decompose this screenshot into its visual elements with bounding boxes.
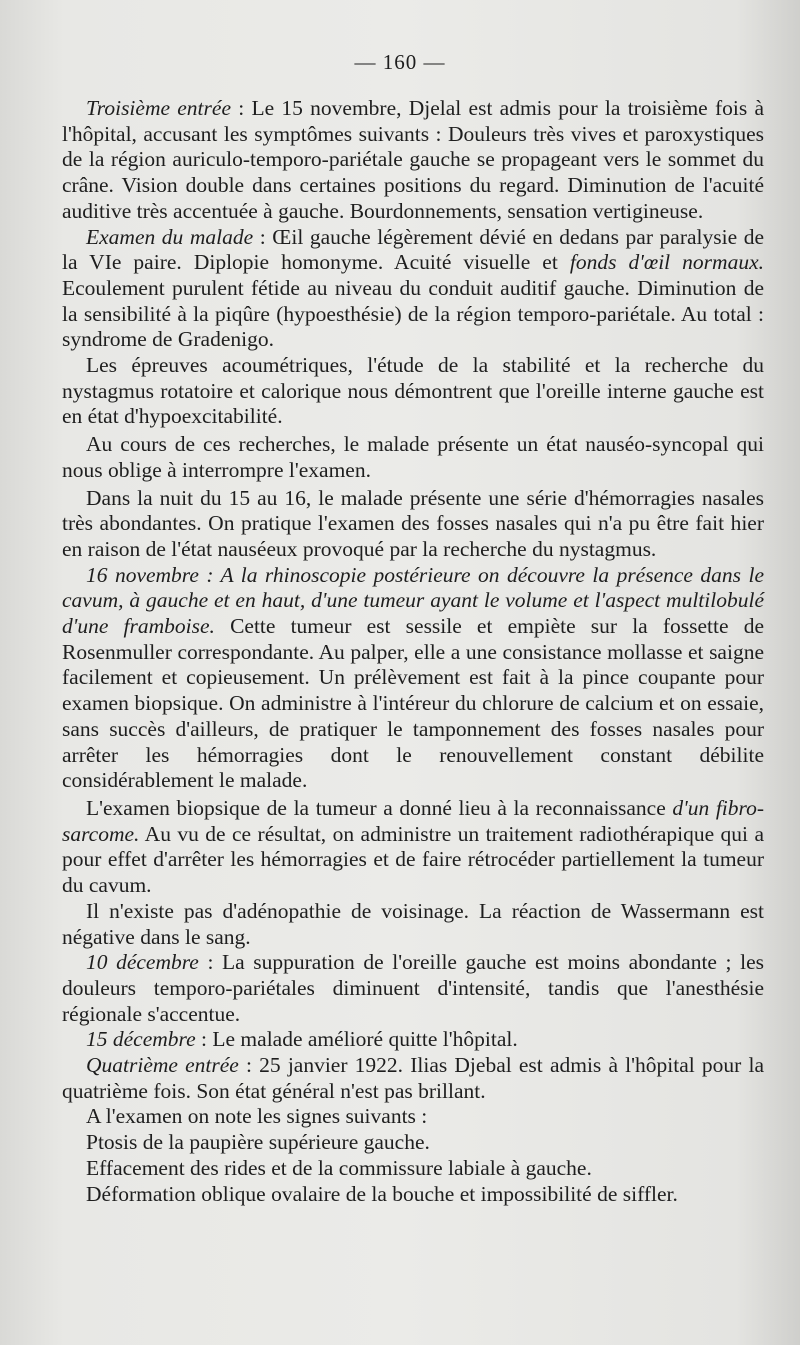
paragraph: 10 décembre : La suppuration de l'oreille gauche est moins abondante ; les douleurs temporo-pariétales diminuent d'intensité, tandis que l'anesthésie régionale s'accentue. [62,950,764,1026]
body-text [62,96,764,1207]
paragraph: A l'examen on note les signes suivants : [86,1104,428,1129]
paragraph: Il n'existe pas d'adénopathie de voisinage. La réaction de Wassermann est négative dans le sang. [62,898,764,949]
paragraph: Dans la nuit du 15 au 16, le malade présente une série d'hémorragies nasales très abondantes. On pratique l'examen des fosses nasales qui n'a pu être fait hier en raison de l'état nauséeux provoqué par la recherche du nystagmus. [62,485,764,561]
paragraph: Les épreuves acoumétriques, l'étude de la stabilité et la recherche du nystagmus rotatoire et calorique nous démontrent que l'oreille interne gauche est en état d'hypoexcitabilité. [62,353,764,429]
page-number: — 160 — [354,50,446,74]
paragraph: Effacement des rides et de la commissure labiale à gauche. [86,1155,592,1180]
paragraph: Quatrième entrée : 25 janvier 1922. Ilias Djebal est admis à l'hôpital pour la quatrième fois. Son état général n'est pas brillant. [62,1053,764,1103]
paragraph: Examen du malade : Œil gauche légèrement dévié en dedans par paralysie de la VIe paire. Diplopie homonyme. Acuité visuelle et fonds d'œil normaux. Ecoulement purulent fétide au niveau du conduit auditif gauche. Diminution de la sensibilité à la piqûre (hypoesthésie) de la région temporo-pariétale. Au total : syndrome de Gradenigo. [62,224,764,352]
paragraph: 16 novembre : A la rhinoscopie postérieure on découvre la présence dans le cavum, à gauche et en haut, d'une tumeur ayant le volume et l'aspect multilobulé d'une framboise. Cette tumeur est sessile et empiète sur la fossette de Rosenmuller correspondante. Au palper, elle a une consistance mollasse et saigne facilement et copieusement. Un prélèvement est fait à la pince coupante pour examen biopsique. On administre à l'intéreur du chlorure de calcium et on essaie, sans succès d'ailleurs, de pratiquer le tamponnement des fosses nasales pour arrêter les hémorragies dont le renouvellement constant débilite considérablement le malade. [62,562,764,793]
paragraph: Au cours de ces recherches, le malade présente un état nauséo-syncopal qui nous oblige à interrompre l'examen. [62,432,764,482]
paragraph: Troisième entrée : Le 15 novembre, Djelal est admis pour la troisième fois à l'hôpital, accusant les symptômes suivants : Douleurs très vives et paroxystiques de la région auriculo-temporo-pariétale gauche se propageant vers le sommet du crâne. Vision double dans certaines positions du regard. Diminution de l'acuité auditive très accentuée à gauche. Bourdonnements, sensation vertigineuse. [62,96,765,223]
paragraph: 15 décembre : Le malade amélioré quitte l'hôpital. [86,1027,518,1052]
paragraph: Ptosis de la paupière supérieure gauche. [86,1130,430,1155]
paragraph: Déformation oblique ovalaire de la bouche et impossibilité de siffler. [86,1181,678,1206]
paragraph: L'examen biopsique de la tumeur a donné lieu à la reconnaissance d'un fibro-sarcome. Au vu de ce résultat, on administre un traitement radiothérapique qui a pour effet d'arrêter les hémorragies et de faire rétrocéder partiellement la tumeur du cavum. [62,795,764,898]
